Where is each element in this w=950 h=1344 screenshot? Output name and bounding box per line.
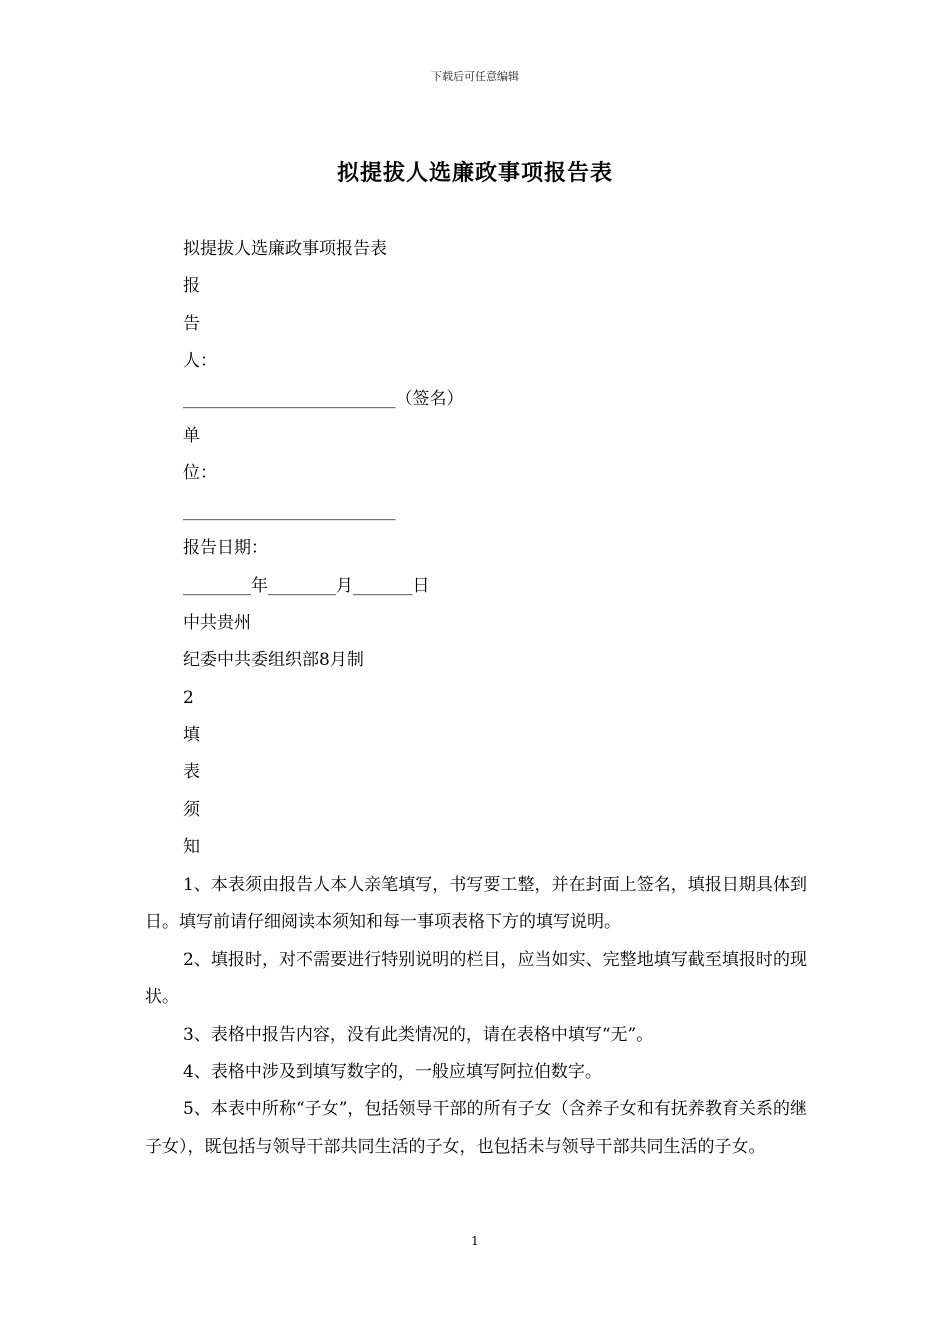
unit-label-char: 位：	[183, 463, 217, 484]
signature-note: （签名）	[395, 388, 464, 409]
document-title: 拟提拔人选廉政事项报告表	[336, 160, 613, 186]
reporter-label-char: 报	[183, 276, 200, 297]
instruction-item: 3、表格中报告内容，没有此类情况的，请在表格中填写“无”。	[183, 1024, 654, 1045]
year-blank[interactable]: ________	[183, 575, 251, 596]
day-blank[interactable]: _______	[353, 575, 413, 596]
month-blank[interactable]: ________	[268, 575, 336, 596]
instruction-item: 1、本表须由报告人本人亲笔填写，书写要工整，并在封面上签名，填报日期具体到日。填写前请仔细阅读本须知和每一事项表格下方的填写说明。	[145, 875, 807, 933]
cover-subtitle: 拟提拔人选廉政事项报告表	[183, 239, 387, 259]
signature-line	[183, 385, 823, 422]
notice-heading-char: 知	[183, 837, 200, 858]
reporter-label-char: 人：	[183, 351, 217, 372]
instruction-item: 4、表格中涉及到填写数字的，一般应填写阿拉伯数字。	[183, 1062, 602, 1083]
header-note: 下载后可任意编辑	[431, 70, 519, 83]
issuer-line: 中共贵州	[183, 612, 251, 633]
page-number: 1	[471, 1234, 479, 1248]
day-char: 日	[412, 575, 430, 596]
date-label: 报告日期：	[183, 538, 268, 559]
year-char: 年	[251, 575, 268, 596]
instruction-item: 5、本表中所称“子女”，包括领导干部的所有子女（含养子女和有抚养教育关系的继子女），既包括与领导干部共同生活的子女，也包括未与领导干部共同生活的子女。	[145, 1099, 807, 1157]
page-marker: 2	[183, 687, 194, 708]
month-char: 月	[336, 575, 353, 596]
cover-section	[183, 235, 823, 871]
notice-heading-char: 须	[183, 799, 200, 820]
date-line	[183, 572, 823, 609]
instructions-section	[145, 867, 807, 1166]
instruction-item: 2、填报时，对不需要进行特别说明的栏目，应当如实、完整地填写截至填报时的现状。	[145, 949, 807, 1008]
unit-label-char: 单	[183, 425, 200, 446]
signature-blank[interactable]: _________________________	[183, 388, 396, 409]
notice-heading-char: 填	[183, 725, 200, 746]
unit-blank[interactable]: _________________________	[183, 500, 396, 521]
reporter-label-char: 告	[183, 313, 200, 334]
issuer-line: 纪委中共委组织部8月制	[183, 650, 364, 671]
notice-heading-char: 表	[183, 762, 200, 783]
